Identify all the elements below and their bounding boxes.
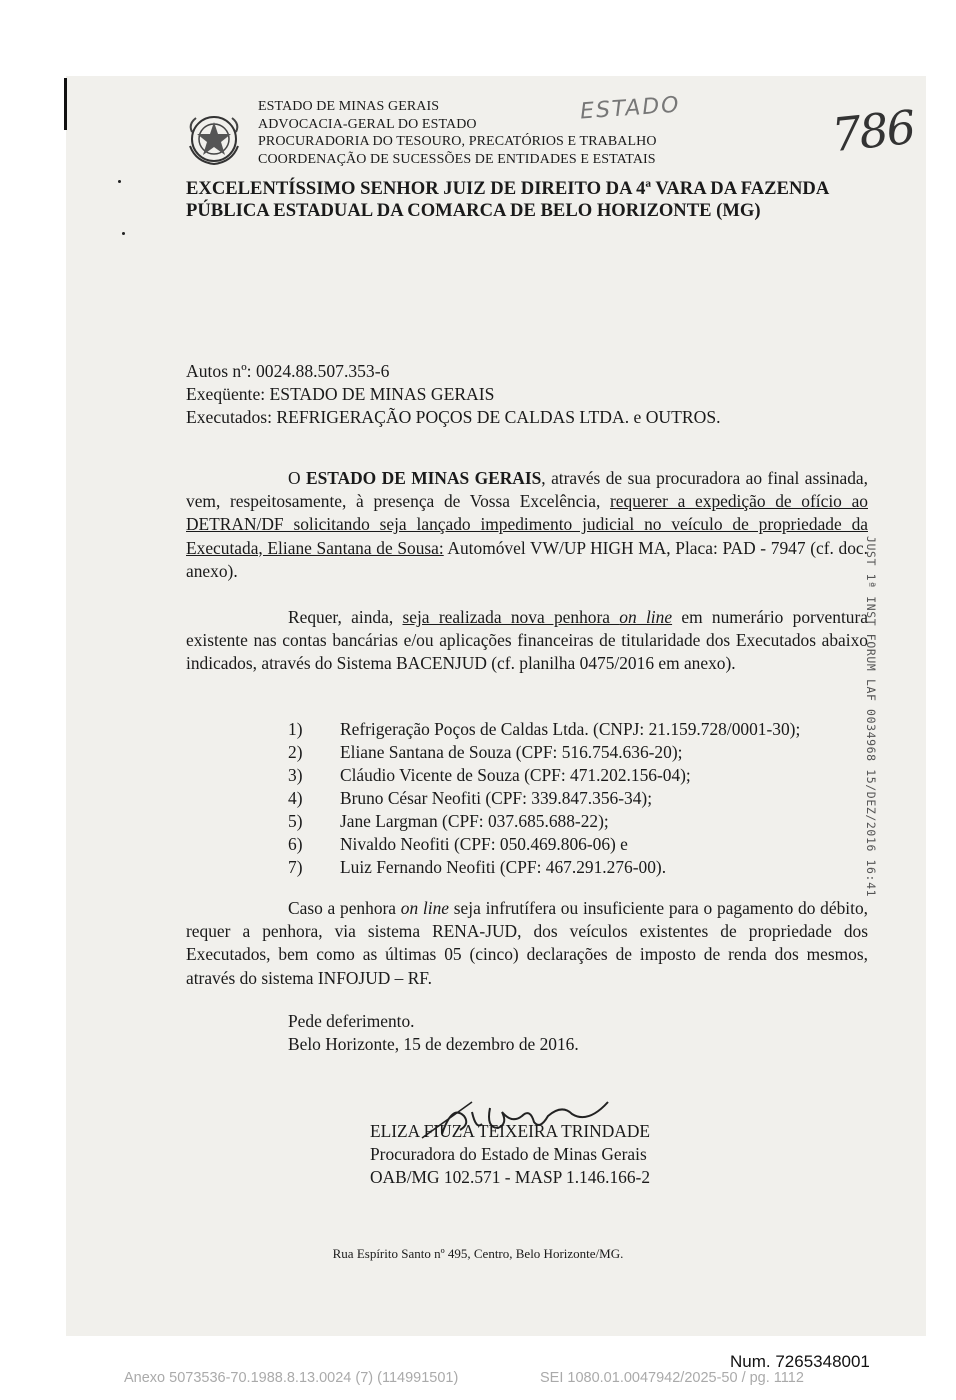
header-line: ADVOCACIA-GERAL DO ESTADO — [258, 116, 477, 132]
closing — [288, 1010, 579, 1056]
paragraph-text: seja infrutífera ou insuficiente para o pagamento do débito, requer a penhora, via sistema RENA-JUD, dos veículos existentes de propriedade dos Executados, bem como as últimas 05 (cinco) declarações de imposto de renda dos mesmos, através do sistema INFOJUD – RF. — [186, 898, 868, 988]
paragraph-text: Automóvel VW/UP HIGH MA, Placa: PAD - 7947 (cf. doc. anexo). — [186, 537, 868, 581]
list-text: Nivaldo Neofiti (CPF: 050.469.806-06) e — [340, 834, 628, 854]
list-number: 4) — [288, 788, 303, 808]
protocol-stamp: JUST 1ª INST FORUM LAF 0034968 15/DEZ/2016 16:41 — [864, 536, 878, 898]
paragraph-text: em numerário porventura existente nas contas bancárias e/ou aplicações financeiras de titularidade dos Executados abaixo indicados, através do Sistema BACENJUD (cf. planilha 0475/2016 em anexo). — [186, 607, 868, 674]
signer-ids: OAB/MG 102.571 - MASP 1.146.166-2 — [370, 1167, 651, 1188]
addressee-heading — [186, 178, 876, 222]
handwritten-page-number: 786 — [829, 99, 917, 163]
underlined-request: requerer a expedição de ofício ao DETRAN/DF solicitando seja lançado impedimento judicial no veículo de propriedade da Executada, Eliane Santana de Sousa: — [186, 491, 868, 558]
paragraph-request-renajud — [186, 897, 868, 990]
case-executados: Executados: REFRIGERAÇÃO POÇOS DE CALDAS LTDA. e OUTROS. — [186, 407, 721, 427]
list-item — [288, 833, 800, 856]
paragraph-text: , através de sua procuradora ao final assinada, vem, respeitosamente, à presença de Vossa Excelência, — [186, 468, 868, 512]
anexo-reference: Anexo 5073536-70.1988.8.13.0024 (7) (114991501) — [124, 1370, 459, 1386]
closing-place-date: Belo Horizonte, 15 de dezembro de 2016. — [288, 1034, 579, 1055]
case-exequente: Exeqüente: ESTADO DE MINAS GERAIS — [186, 384, 495, 404]
list-item — [288, 810, 800, 833]
list-number: 1) — [288, 719, 303, 739]
document-num: Num. 7265348001 — [730, 1352, 870, 1371]
paragraph-text: Caso a penhora — [288, 898, 401, 918]
case-number: Autos nº: 0024.88.507.353-6 — [186, 361, 390, 381]
sei-reference: SEI 1080.01.0047942/2025-50 / pg. 1112 — [540, 1370, 804, 1386]
italic-term: on line — [619, 607, 673, 627]
list-item — [288, 764, 800, 787]
signer-role: Procuradora do Estado de Minas Gerais — [370, 1144, 647, 1165]
header-line: PROCURADORIA DO TESOURO, PRECATÓRIOS E TRABALHO — [258, 134, 657, 150]
list-item — [288, 787, 800, 810]
paragraph-request-detran — [186, 467, 868, 583]
closing-request: Pede deferimento. — [288, 1011, 415, 1031]
list-number: 3) — [288, 765, 303, 785]
underlined-request: seja realizada nova penhora — [402, 607, 620, 627]
list-number: 6) — [288, 834, 303, 854]
case-info — [186, 360, 721, 429]
list-text: Luiz Fernando Neofiti (CPF: 467.291.276-00). — [340, 857, 667, 877]
header-line: COORDENAÇÃO DE SUCESSÕES DE ENTIDADES E ESTATAIS — [258, 151, 656, 167]
list-item — [288, 856, 800, 879]
list-item — [288, 718, 800, 741]
list-text: Eliane Santana de Souza (CPF: 516.754.636-20); — [340, 742, 683, 762]
header-line: ESTADO DE MINAS GERAIS — [258, 99, 440, 114]
coat-of-arms-seal — [186, 112, 242, 166]
handwritten-note: ESTADO — [579, 92, 682, 125]
executados-list — [288, 718, 800, 879]
list-number: 7) — [288, 857, 303, 877]
paragraph-request-bacenjud — [186, 606, 868, 676]
list-text: Jane Largman (CPF: 037.685.688-22); — [340, 811, 609, 831]
scan-edge-mark — [64, 78, 67, 130]
footer-address: Rua Espírito Santo nº 495, Centro, Belo Horizonte/MG. — [332, 1246, 624, 1261]
paragraph-text: Requer, ainda, — [288, 607, 403, 627]
paragraph-text: O — [288, 468, 306, 488]
signer-block — [370, 1120, 650, 1190]
scan-speck — [118, 180, 121, 183]
scan-speck — [122, 232, 125, 235]
party-name: ESTADO DE MINAS GERAIS — [305, 468, 542, 488]
list-text: Refrigeração Poços de Caldas Ltda. (CNPJ: 21.159.728/0001-30); — [340, 719, 801, 739]
addressee-line: EXCELENTÍSSIMO SENHOR JUIZ DE DIREITO DA 4ª VARA DA FAZENDA — [186, 178, 830, 199]
signer-name: ELIZA FIUZA TEIXEIRA TRINDADE — [370, 1121, 650, 1141]
list-text: Cláudio Vicente de Souza (CPF: 471.202.156-04); — [340, 765, 691, 785]
list-item — [288, 741, 800, 764]
italic-term: on line — [400, 898, 450, 918]
list-number: 2) — [288, 742, 303, 762]
list-number: 5) — [288, 811, 303, 831]
list-text: Bruno César Neofiti (CPF: 339.847.356-34); — [340, 788, 653, 808]
addressee-line: PÚBLICA ESTADUAL DA COMARCA DE BELO HORIZONTE (MG) — [186, 200, 761, 221]
